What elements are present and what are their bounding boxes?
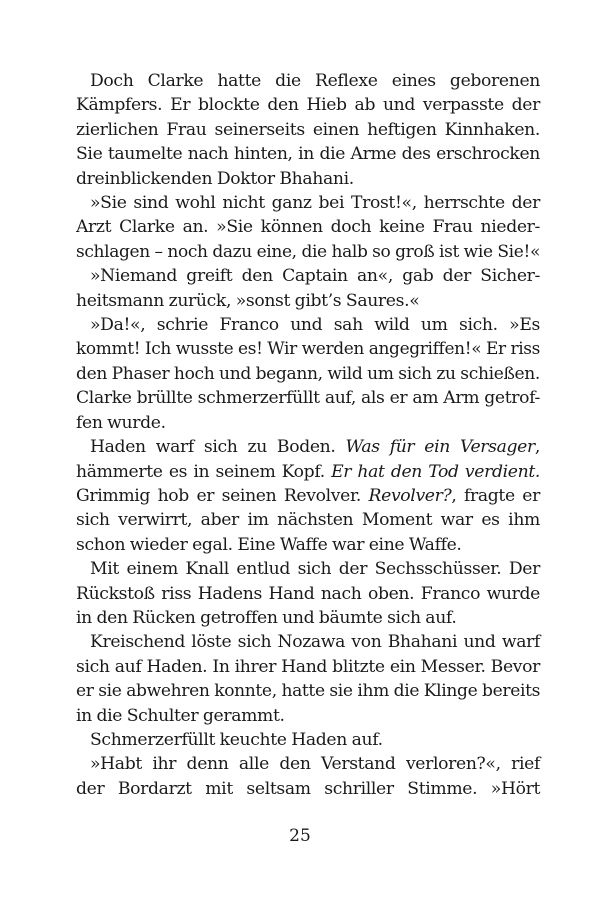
text-line: »Sie sind wohl nicht ganz bei Trost!«, herrschte der	[90, 193, 540, 214]
text-line: Doch Clarke hatte die Reflexe eines geborenen	[90, 71, 540, 91]
text-line	[76, 435, 540, 459]
paragraph	[76, 752, 540, 801]
text-segment: , fragte er	[451, 485, 540, 506]
text-line: Rückstoß riss Hadens Hand nach oben. Franco wurde	[76, 583, 540, 604]
text-segment: hämmerte es in seinem Kopf.	[76, 461, 332, 482]
text-line: »Niemand greift den Captain an«, gab der Sicher-	[90, 266, 540, 287]
text-line: fen wurde.	[76, 412, 166, 433]
text-segment: Haden warf sich zu Boden.	[90, 437, 346, 458]
text-line: zierlichen Frau seinerseits einen heftigen Kinnhaken.	[76, 119, 540, 140]
paragraph	[76, 191, 540, 264]
paragraph	[76, 630, 540, 728]
text-line: kommt! Ich wusste es! Wir werden angegriffen!« Er riss	[76, 339, 540, 360]
text-line: er sie abwehren konnte, hatte sie ihm die Klinge bereits	[76, 681, 540, 702]
text-line: der Bordarzt mit seltsam schriller Stimme. »Hört	[76, 778, 540, 799]
text-line: Arzt Clarke an. »Sie können doch keine Frau nieder-	[76, 217, 540, 238]
text-segment: ,	[534, 437, 540, 458]
italic-thought: Was für ein Versager	[345, 437, 535, 458]
text-line: Kreischend löste sich Nozawa von Bhahani und warf	[90, 632, 540, 653]
body-text	[76, 69, 540, 801]
text-line: den Phaser hoch und begann, wild um sich zu schießen.	[76, 363, 540, 384]
text-line: »Habt ihr denn alle den Verstand verloren?«, rief	[90, 754, 540, 775]
text-line: dreinblickenden Doktor Bhahani.	[76, 168, 354, 189]
page-number: 25	[289, 826, 311, 846]
text-line: in den Rücken getroffen und bäumte sich auf.	[76, 607, 457, 628]
text-line: Schmerzerfüllt keuchte Haden auf.	[90, 729, 383, 750]
italic-thought: Er hat den Tod verdient.	[331, 461, 540, 482]
text-line: Mit einem Knall entlud sich der Sechsschüsser. Der	[90, 559, 540, 580]
paragraph	[76, 557, 540, 630]
text-line: Kämpfers. Er blockte den Hieb ab und verpasste der	[76, 95, 540, 116]
paragraph	[76, 313, 540, 435]
paragraph	[76, 264, 540, 313]
text-line: Sie taumelte nach hinten, in die Arme des erschrocken	[76, 144, 540, 165]
text-segment: Grimmig hob er seinen Revolver.	[76, 485, 369, 506]
text-line: Clarke brüllte schmerzerfüllt auf, als er am Arm getrof-	[76, 388, 540, 409]
text-line: »Da!«, schrie Franco und sah wild um sich. »Es	[90, 315, 540, 336]
text-line	[76, 484, 540, 508]
text-line: schlagen – noch dazu eine, die halb so groß ist wie Sie!«	[76, 241, 540, 262]
text-line: in die Schulter gerammt.	[76, 705, 285, 726]
text-line: heitsmann zurück, »sonst gibt’s Saures.«	[76, 290, 420, 311]
text-line: schon wieder egal. Eine Waffe war eine Waffe.	[76, 534, 462, 555]
paragraph	[76, 435, 540, 557]
text-line	[76, 460, 540, 484]
text-line: sich auf Haden. In ihrer Hand blitzte ein Messer. Bevor	[76, 656, 540, 677]
italic-thought: Revolver?	[368, 485, 452, 506]
paragraph	[76, 69, 540, 191]
text-line: sich verwirrt, aber im nächsten Moment war es ihm	[76, 510, 540, 531]
paragraph	[76, 728, 540, 752]
